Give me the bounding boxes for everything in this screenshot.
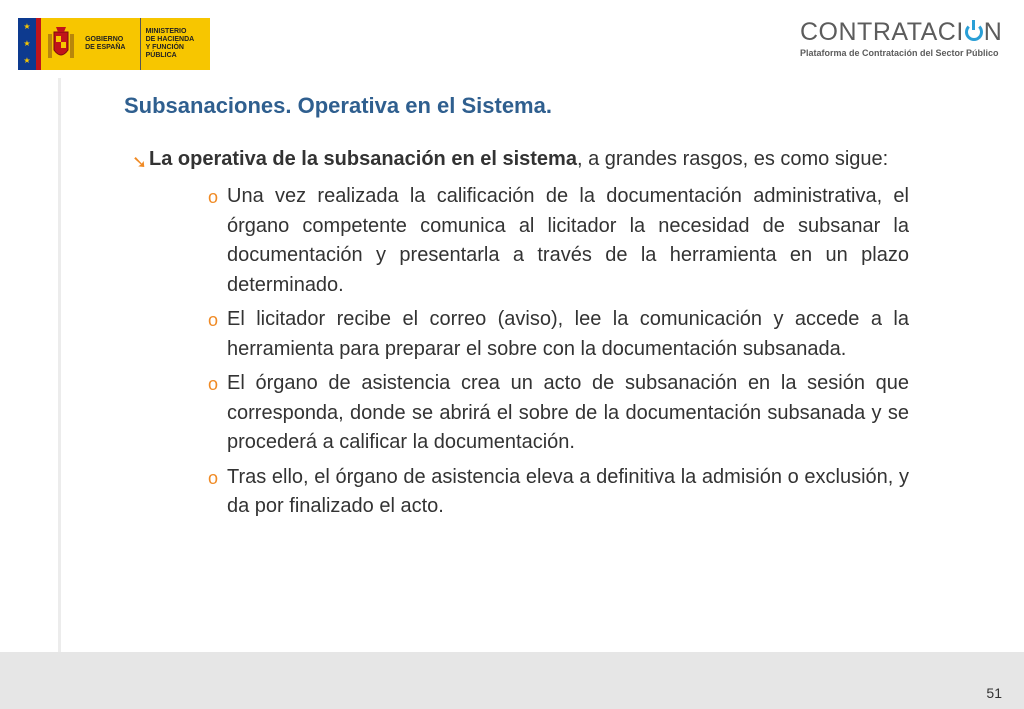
power-icon: [965, 23, 983, 41]
brand-wordmark: CONTRATACI N: [800, 18, 1003, 46]
slide-footer: [0, 652, 1024, 709]
government-logo: [18, 18, 210, 70]
bullet-marker: o: [208, 187, 219, 207]
eu-flag-icon: ★ ★ ★: [18, 18, 36, 70]
list-item: [208, 369, 909, 458]
list-item-text: El licitador recibe el correo (aviso), lee la comunicación y accede a la herramienta para preparar el sobre con la documentación subsanada.: [227, 308, 909, 360]
gov-logo-text: GOBIERNO DE ESPAÑA: [85, 18, 140, 70]
intro-bold-text: La operativa de la subsanación en el sistema: [149, 148, 577, 170]
bullet-marker: o: [208, 467, 219, 488]
list-item-text: Tras ello, el órgano de asistencia eleva a definitiva la admisión o exclusión, y da por finalizado el acto.: [227, 465, 909, 517]
ministry-logo-text: MINISTERIO DE HACIENDA Y FUNCIÓN PÚBLICA: [145, 28, 195, 59]
bullet-marker: o: [208, 374, 219, 394]
left-divider: [58, 78, 61, 652]
bullet-list: [132, 182, 909, 522]
slide-content: [132, 145, 909, 527]
slide-header: [0, 0, 1024, 78]
list-item-text: El órgano de asistencia crea un acto de subsanación en la sesión que corresponda, donde se abrirá el sobre de la documentación subsanada y se procederá a calificar la documentación.: [227, 372, 909, 453]
intro-text: , a grandes rasgos, es como sigue:: [576, 148, 889, 170]
list-item-text: Una vez realizada la calificación de la documentación administrativa, el órgano competente comunica al licitador la necesidad de subsanar la documentación y presentarla a través de la herramienta en un plazo determinado.: [227, 185, 909, 296]
intro-paragraph: [132, 145, 909, 174]
slide-title: Subsanaciones. Operativa en el Sistema.: [124, 93, 552, 118]
contratacion-logo: [800, 18, 1012, 66]
bullet-marker: o: [208, 310, 219, 330]
arrow-right-icon: ➘: [132, 152, 148, 172]
brand-subtitle: Plataforma de Contratación del Sector Público: [800, 48, 999, 58]
coat-of-arms-icon: [41, 18, 81, 70]
list-item: [208, 463, 909, 522]
list-item: [208, 182, 909, 300]
page-number: 51: [986, 685, 1002, 701]
list-item: [208, 305, 909, 364]
